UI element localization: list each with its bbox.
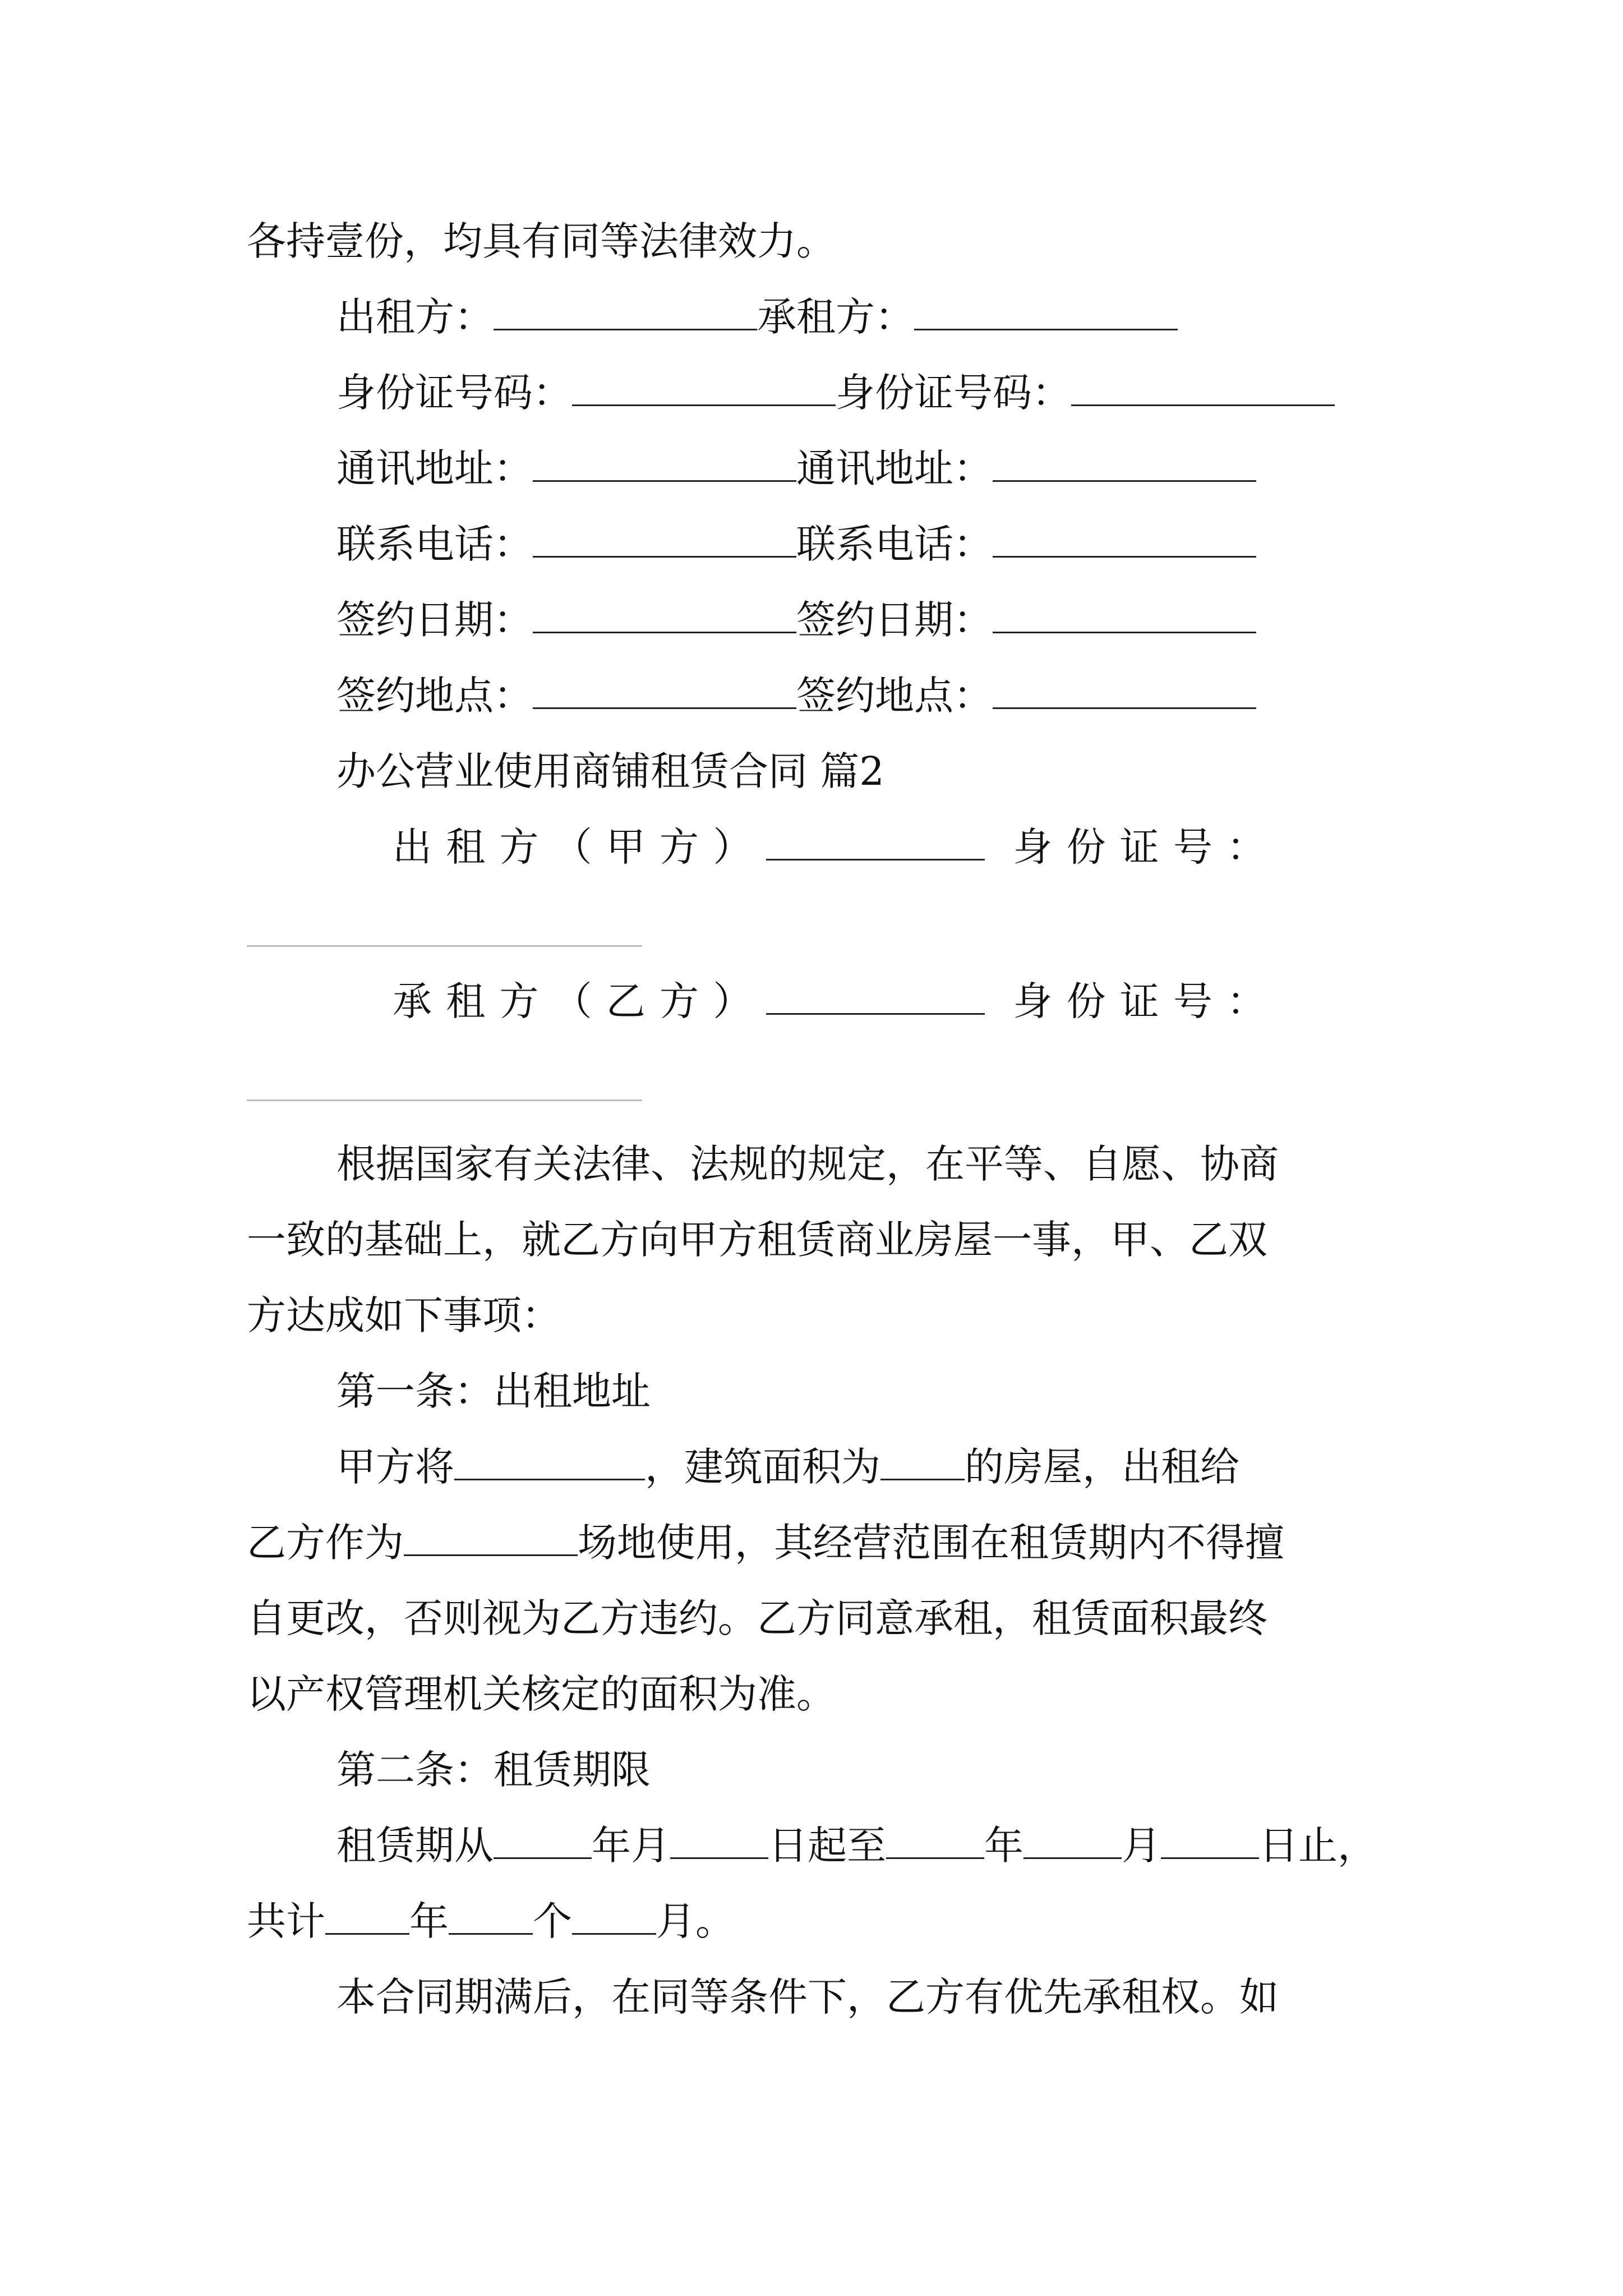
signature-row-address: [336, 440, 1256, 496]
text: 日起至: [768, 1823, 886, 1869]
text-line: [336, 1818, 1377, 1874]
text-line: [247, 1666, 836, 1722]
blank-field: [572, 369, 836, 406]
text: 个: [533, 1898, 572, 1944]
label-address: 通讯地址：: [796, 445, 993, 491]
blank-field: [1161, 1821, 1259, 1859]
blank-field: [914, 293, 1178, 330]
text-line: [336, 1439, 1239, 1495]
blank-field: [533, 444, 796, 482]
text: 根据国家有关法律、法规的规定，在平等、自愿、协商: [336, 1141, 1279, 1187]
signature-row-date: [336, 592, 1256, 648]
label-address: 通讯地址：: [336, 445, 533, 491]
blank-field: [993, 520, 1256, 558]
blank-field: [993, 444, 1256, 482]
text: 甲方将: [336, 1444, 454, 1490]
article-heading: [336, 1363, 651, 1419]
party-b-row: [393, 973, 1280, 1029]
party-b-label: 承租方（乙方）: [393, 978, 767, 1024]
text-line: [247, 1515, 1284, 1571]
text-line: [247, 1287, 561, 1343]
heading-text: 办公营业使用商铺租赁合同 篇2: [336, 748, 884, 794]
id-label: 身份证号：: [1013, 824, 1280, 870]
text: 的房屋，出租给: [965, 1444, 1239, 1490]
text: 一致的基础上，就乙方向甲方租赁商业房屋一事，甲、乙双: [247, 1217, 1267, 1263]
text: 方达成如下事项：: [247, 1292, 561, 1338]
text: 以产权管理机关核定的面积为准。: [247, 1671, 836, 1717]
label-phone: 联系电话：: [796, 521, 993, 567]
blank-field: [449, 1897, 533, 1935]
blank-field: [1023, 1821, 1122, 1859]
blank-field: [533, 671, 796, 709]
text: 场地使用，其经营范围在租赁期内不得擅: [578, 1520, 1284, 1566]
blank-field: [533, 520, 796, 558]
blank-field: [993, 596, 1256, 633]
label-lessor: 出租方：: [336, 294, 494, 340]
text: 年: [984, 1823, 1023, 1869]
party-a-label: 出租方（甲方）: [393, 824, 767, 870]
blank-field: [494, 293, 757, 330]
text-line: [247, 1212, 1267, 1268]
text-line: [247, 1893, 735, 1949]
signature-row-id: [336, 365, 1335, 421]
blank-field: [247, 945, 642, 947]
text-line: [336, 1136, 1279, 1192]
text: 第一条：出租地址: [336, 1368, 651, 1414]
blank-field: [572, 1897, 656, 1935]
label-date: 签约日期：: [796, 597, 993, 643]
article-heading: [336, 1742, 651, 1798]
text-line: [247, 1590, 1267, 1646]
blank-field: [880, 1443, 965, 1480]
blank-field: [247, 1099, 642, 1101]
blank-field: [454, 1443, 645, 1480]
party-a-row: [393, 819, 1280, 875]
label-id: 身份证号码：: [836, 370, 1071, 416]
signature-row-place: [336, 668, 1256, 724]
text: 乙方作为: [247, 1520, 404, 1566]
label-lessee: 承租方：: [757, 294, 914, 340]
label-id: 身份证号码：: [336, 370, 572, 416]
blank-field: [766, 977, 985, 1015]
label-place: 签约地点：: [796, 673, 993, 719]
blank-field: [1071, 369, 1335, 406]
text: 月。: [656, 1898, 735, 1944]
blank-field: [670, 1821, 768, 1859]
text: 租赁期从: [336, 1823, 494, 1869]
blank-field: [993, 671, 1256, 709]
signature-row-phone: [336, 516, 1256, 572]
text: 各持壹份，均具有同等法律效力。: [247, 218, 836, 264]
text: 自更改，否则视为乙方违约。乙方同意承租，租赁面积最终: [247, 1595, 1267, 1641]
blank-field: [325, 1897, 409, 1935]
text: 日止，: [1259, 1823, 1377, 1869]
text: 年: [409, 1898, 449, 1944]
blank-field: [886, 1821, 984, 1859]
label-phone: 联系电话：: [336, 521, 533, 567]
text: 年月: [592, 1823, 670, 1869]
text: 共计: [247, 1898, 325, 1944]
blank-field: [766, 823, 985, 861]
text: ，建筑面积为: [645, 1444, 880, 1490]
id-label: 身份证号：: [1013, 978, 1280, 1024]
signature-row-parties: [336, 289, 1178, 345]
label-date: 签约日期：: [336, 597, 533, 643]
text-line: [247, 213, 836, 269]
blank-field: [533, 596, 796, 633]
text: 本合同期满后，在同等条件下，乙方有优先承租权。如: [336, 1974, 1279, 2020]
section-heading: [336, 743, 884, 799]
text: 月: [1122, 1823, 1161, 1869]
blank-field: [404, 1519, 578, 1556]
label-place: 签约地点：: [336, 673, 533, 719]
text-line: [336, 1969, 1279, 2025]
blank-field: [494, 1821, 592, 1859]
text: 第二条：租赁期限: [336, 1747, 651, 1793]
